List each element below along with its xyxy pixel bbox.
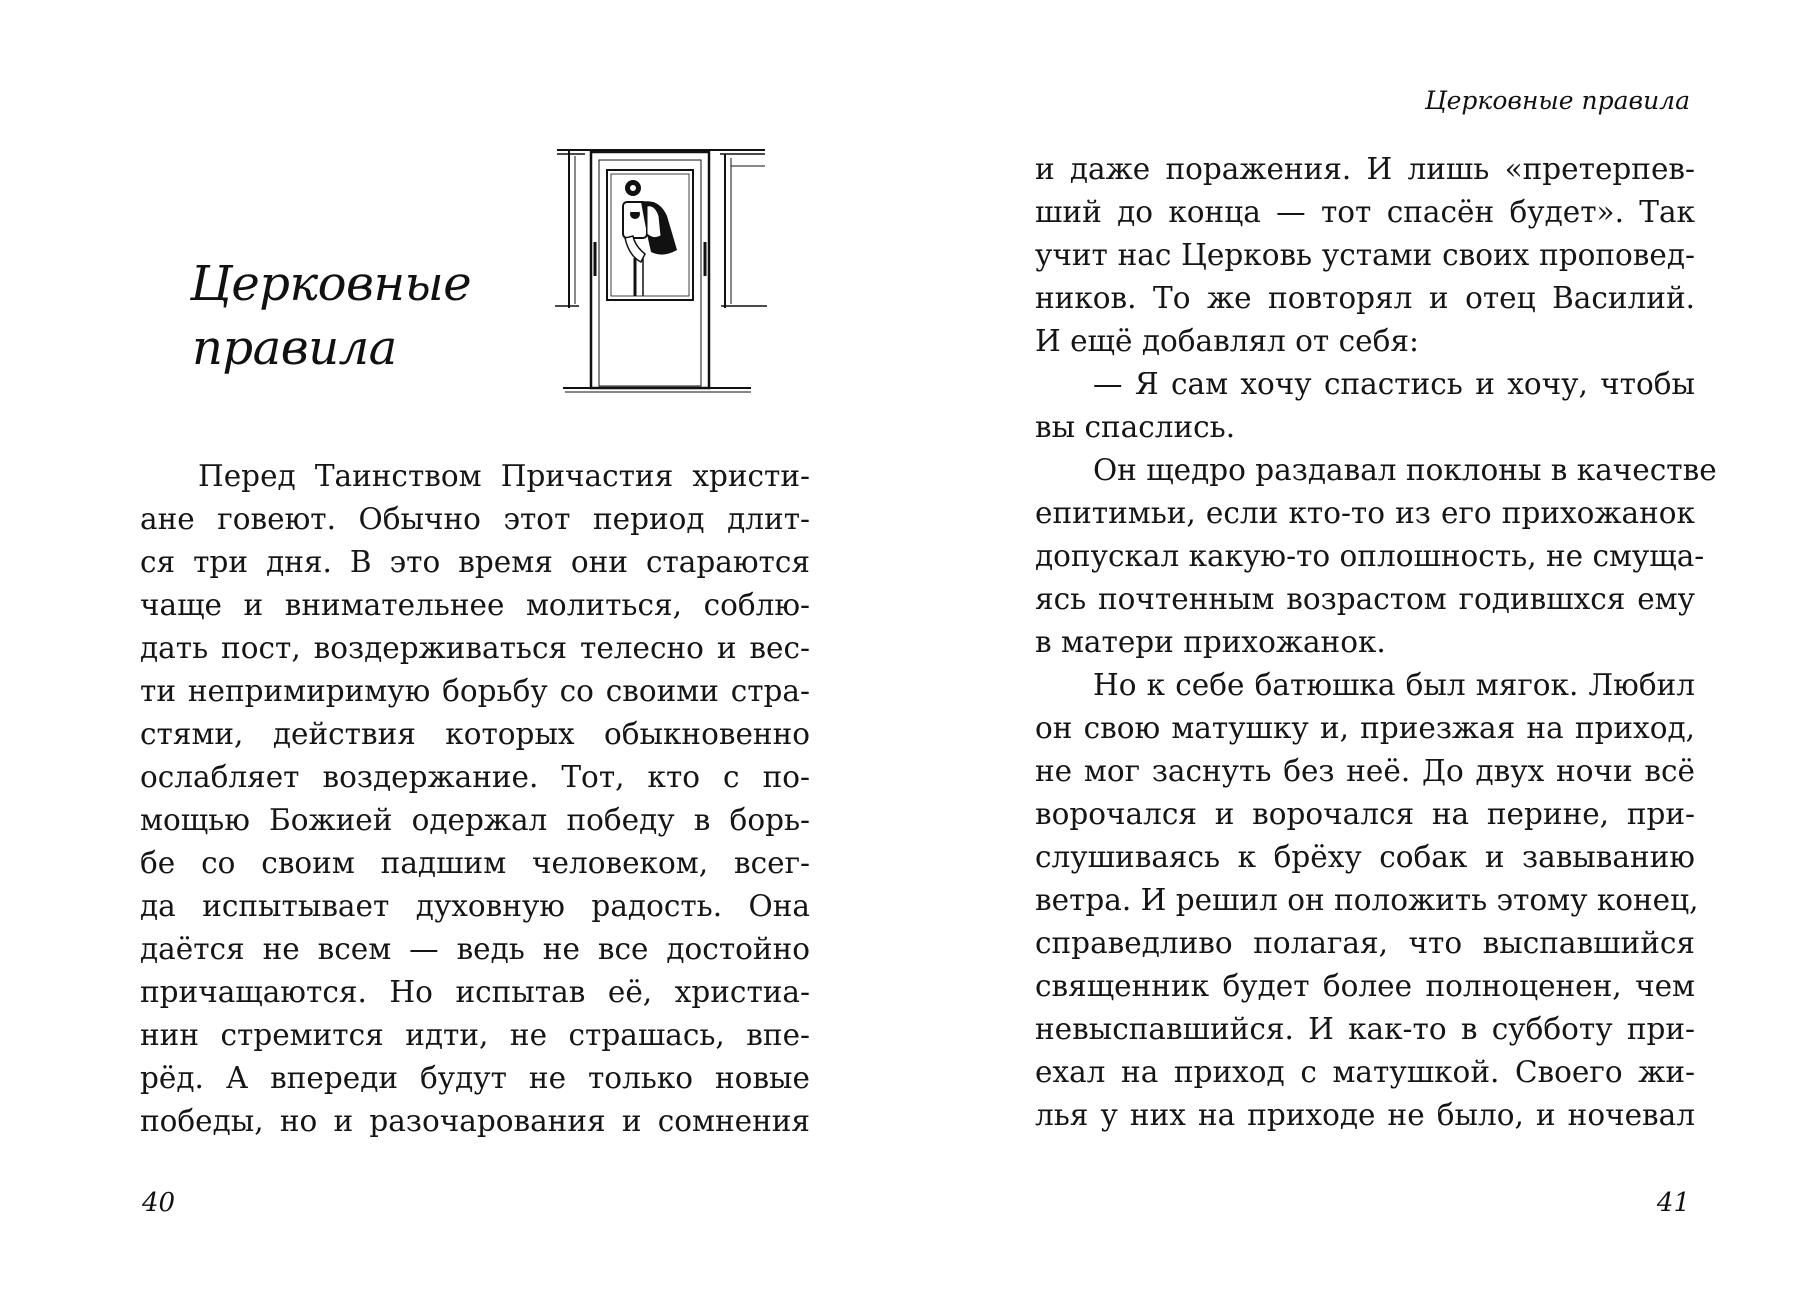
text-line: нин стремится идти, не страшась, впе- — [140, 1018, 810, 1052]
chapter-title — [190, 252, 550, 380]
text-line: рёд. А впереди будут не только новые — [140, 1061, 810, 1095]
text-line: — Я сам хочу спастись и хочу, чтобы — [1093, 367, 1695, 401]
text-line: учит нас Церковь устами своих проповед- — [1035, 238, 1695, 272]
text-line: ворочался и ворочался на перине, при- — [1035, 797, 1695, 831]
text-line: справедливо полагая, что выспавшийся — [1035, 926, 1695, 960]
chapter-title-line-1: Церковные — [190, 256, 472, 312]
text-line: ветра. И решил он положить этому конец, — [1035, 883, 1699, 917]
text-line: ехал на приход с матушкой. Своего жи- — [1035, 1055, 1695, 1089]
text-line: Но к себе батюшка был мягок. Любил — [1093, 668, 1695, 702]
text-line: ане говеют. Обычно этот период длит- — [140, 502, 810, 536]
text-line: бе со своим падшим человеком, всег- — [140, 846, 810, 880]
text-line: ший до конца — тот спасён будет». Так — [1035, 195, 1695, 229]
text-line: ся три дня. В это время они стараются — [140, 545, 810, 579]
text-line: ников. То же повторял и отец Василий. — [1035, 281, 1695, 315]
text-line: он свою матушку и, приезжая на приход, — [1035, 711, 1695, 745]
text-line: епитимьи, если кто-то из его прихожанок — [1035, 496, 1695, 530]
text-line: вы спаслись. — [1035, 410, 1236, 444]
text-line: дать пост, воздерживаться телесно и вес- — [140, 631, 810, 665]
text-line: Он щедро раздавал поклоны в качестве — [1093, 453, 1717, 487]
church-door-illustration — [555, 146, 767, 396]
text-line: мощью Божией одержал победу в борь- — [140, 803, 810, 837]
page-number-right: 41 — [1656, 1188, 1690, 1218]
text-line: ясь почтенным возрастом годившхся ему — [1035, 582, 1695, 616]
text-line: в матери прихожанок. — [1035, 625, 1386, 659]
text-line: И ещё добавлял от себя: — [1035, 324, 1419, 358]
text-line: чаще и внимательнее молиться, соблю- — [140, 588, 810, 622]
text-line: ослабляет воздержание. Тот, кто с по- — [140, 760, 810, 794]
page-number-left: 40 — [142, 1188, 176, 1218]
text-line: Перед Таинством Причастия христи- — [198, 459, 810, 493]
chapter-title-line-2: правила — [192, 320, 397, 376]
text-line: ти непримиримую борьбу со своими стра- — [140, 674, 810, 708]
text-line: не мог заснуть без неё. До двух ночи всё — [1035, 754, 1695, 788]
right-page-text — [1035, 148, 1717, 1137]
text-line: лья у них на приходе не было, и ночевал — [1035, 1098, 1695, 1132]
text-line: невыспавшийся. И как-то в субботу при- — [1035, 1012, 1695, 1046]
text-line: причащаются. Но испытав её, христиа- — [140, 975, 810, 1009]
text-line: даётся не всем — ведь не все достойно — [140, 932, 810, 966]
text-line: стями, действия которых обыкновенно — [140, 717, 810, 751]
running-head: Церковные правила — [1424, 86, 1690, 115]
left-page-text — [140, 455, 810, 1143]
text-line: слушиваясь к брёху собак и завыванию — [1035, 840, 1695, 874]
text-line: и даже поражения. И лишь «претерпев- — [1035, 152, 1695, 186]
text-line: победы, но и разочарования и сомнения — [140, 1104, 810, 1138]
text-line: да испытывает духовную радость. Она — [140, 889, 810, 923]
text-line: священник будет более полноценен, чем — [1035, 969, 1695, 1003]
text-line: допускал какую-то оплошность, не смуща- — [1035, 539, 1705, 573]
